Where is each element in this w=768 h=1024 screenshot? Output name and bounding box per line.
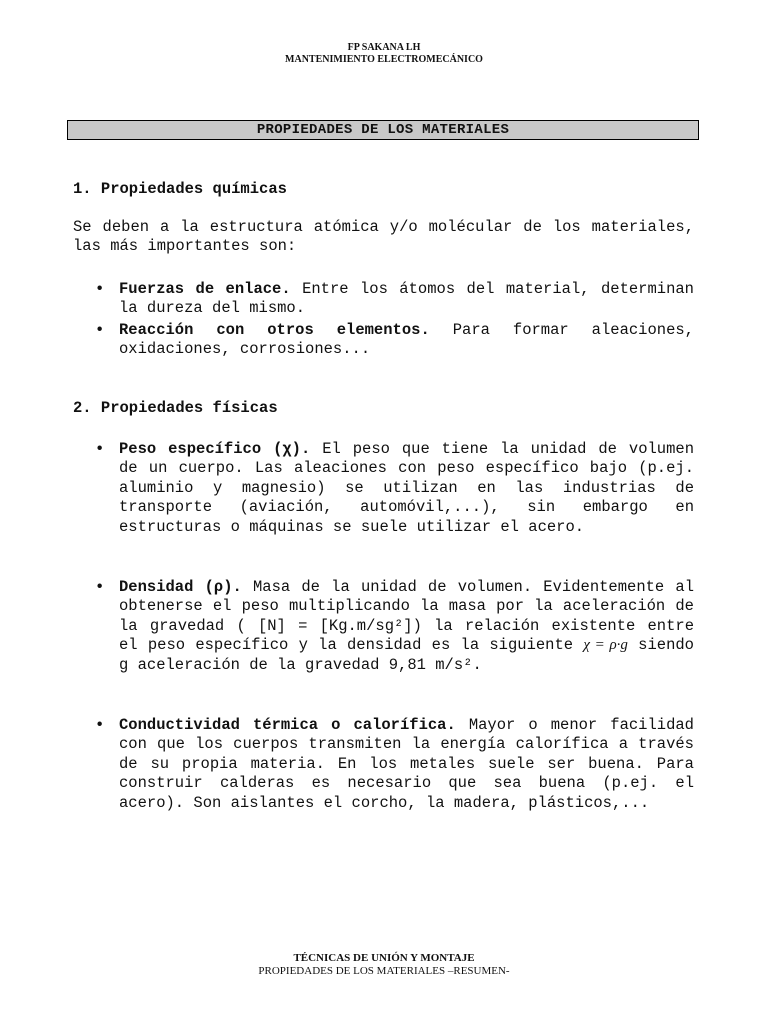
list-item (95, 578, 694, 675)
footer-document: PROPIEDADES DE LOS MATERIALES –RESUMEN- (258, 965, 510, 977)
section-1-heading: 1. Propiedades químicas (73, 180, 287, 198)
item-text-after: siendo g aceleración de la gravedad 9,81 m/s². (119, 636, 694, 674)
list-item (95, 716, 694, 813)
bullet-icon: • (95, 321, 105, 339)
list-item (95, 280, 694, 319)
item-term: Peso específico (χ). (119, 440, 311, 458)
item-term: Conductividad térmica o calorífica. (119, 716, 456, 734)
footer-subject: TÉCNICAS DE UNIÓN Y MONTAJE (293, 952, 475, 964)
item-text: Para formar aleaciones, oxidaciones, corrosiones... (119, 321, 694, 359)
bullet-icon: • (95, 440, 105, 458)
item-term: Densidad (ρ). (119, 578, 242, 596)
title-banner (67, 120, 699, 140)
item-term: Reacción con otros elementos. (119, 321, 430, 339)
item-text: El peso que tiene la unidad de volumen de un cuerpo. Las aleaciones con peso específico bajo (p.ej. aluminio y magnesio) se utilizan en las industrias de transporte (aviación, automóvil,...), sin embargo en estructuras o máquinas se suele utilizar el acero. (119, 440, 695, 536)
formula: χ = ρ·g (583, 637, 628, 654)
section-1-intro: Se deben a la estructura atómica y/o molécular de los materiales, las más importantes son: (73, 218, 694, 256)
header-school: FP SAKANA LH (347, 42, 421, 53)
bullet-icon: • (95, 280, 105, 298)
section-2-heading: 2. Propiedades físicas (73, 399, 278, 417)
item-text: Mayor o menor facilidad con que los cuerpos transmiten la energía calorífica a través de su propia materia. En los metales suele ser buena. Para construir calderas es necesario que sea buena (p.ej. el acero). Son aislantes el corcho, la madera, plásticos,... (119, 716, 694, 812)
bullet-icon: • (95, 578, 105, 596)
bullet-icon: • (95, 716, 105, 734)
header-course: MANTENIMIENTO ELECTROMECÁNICO (285, 54, 483, 65)
page-title: PROPIEDADES DE LOS MATERIALES (256, 122, 510, 138)
list-item (95, 440, 694, 537)
item-term: Fuerzas de enlace. (119, 280, 291, 298)
list-item (95, 321, 694, 360)
item-text: Masa de la unidad de volumen. Evidentemente al obtenerse el peso multiplicando la masa por la aceleración de la gravedad ( [N] = [Kg.m/sg²]) la relación existente entre el peso específico y la densidad es la siguiente (119, 578, 695, 655)
item-text: Entre los átomos del material, determinan la dureza del mismo. (119, 280, 694, 318)
